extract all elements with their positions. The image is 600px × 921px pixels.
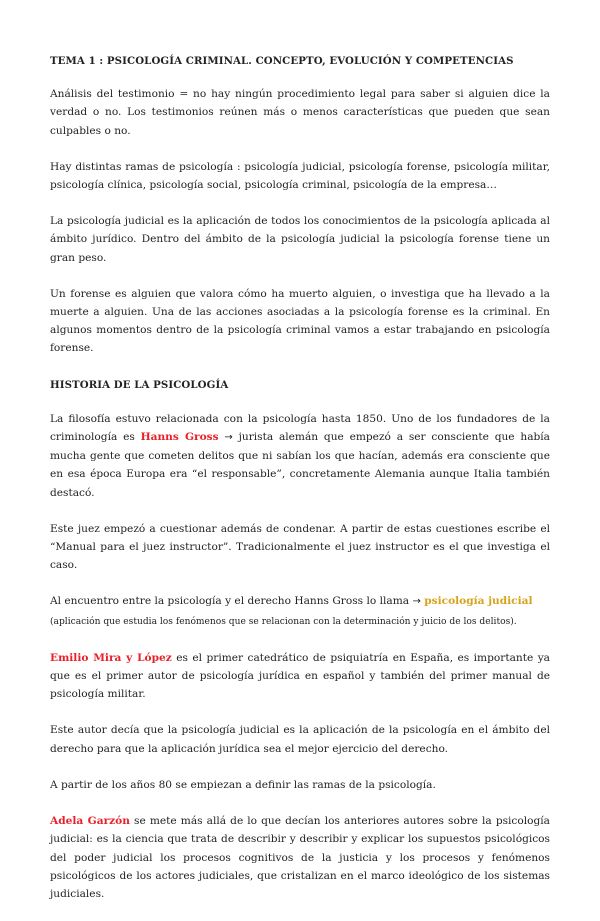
section-heading-history: HISTORIA DE LA PSICOLOGÍA: [50, 378, 229, 391]
paragraph-forensic: Un forense es alguien que valora cómo ha muerto alguien, o investiga que ha llevado a la muerte a alguien. Una de las acciones asociadas a la psicología forense es la criminal. En algunos momentos dentro de la psicología criminal vamos a estar trabajando en psicología forense.: [50, 287, 550, 355]
highlight-term-judicial: psicología judicial: [424, 595, 533, 608]
paragraph-testimony: Análisis del testimonio = no hay ningún procedimiento legal para saber si alguien dice la verdad o no. Los testimonios reúnen más o menos características que pueden que sean culpables o no.: [50, 88, 550, 137]
paragraph-judicial-term: [50, 592, 550, 630]
paragraph-eighties: A partir de los años 80 se empiezan a definir las ramas de la psicología.: [50, 778, 436, 791]
paragraph-hanns-gross: [50, 410, 550, 502]
highlight-name-mira-lopez: Emilio Mira y López: [50, 651, 172, 664]
highlight-name-adela-garzon: Adela Garzón: [50, 815, 130, 828]
paragraph-adela-garzon: [50, 812, 550, 903]
paragraph-judicial-psychology: La psicología judicial es la aplicación de todos los conocimientos de la psicología aplicada al ámbito jurídico. Dentro del ámbito de la psicología judicial la psicología forense tiene un gran peso.: [50, 215, 550, 264]
highlight-name-hanns-gross: Hanns Gross: [140, 431, 219, 444]
arrow-icon: →: [224, 432, 233, 444]
text-segment: jurista alemán que empezó a ser consciente que había mucha gente que cometen delitos que ni sabían los que hacían, además era consciente que en esa época Europa era “el responsable”, concretamente Alemania aunque Italia también destacó.: [50, 431, 551, 499]
arrow-icon: →: [412, 596, 421, 608]
document-page: [50, 52, 550, 921]
paragraph-judge-manual: Este juez empezó a cuestionar además de condenar. A partir de estas cuestiones escribe el “Manual para el juez instructor”. Tradicionalmente el juez instructor es el que investiga el caso.: [50, 522, 550, 572]
page-title: TEMA 1 : PSICOLOGÍA CRIMINAL. CONCEPTO, EVOLUCIÓN Y COMPETENCIAS: [50, 55, 514, 67]
text-segment: se mete más allá de lo que decían los anteriores autores sobre la psicología judicial: es la ciencia que trata de describir y describir y explicar los supuestos psicológicos del poder judicial los procesos cognitivos de la justicia y los procesos y fenómenos psicológicos de los actores judiciales, que cristalizan en el marco ideológico de los sistemas judiciales.: [50, 815, 550, 900]
paragraph-author-definition: Este autor decía que la psicología judicial es la aplicación de la psicología en el ámbito del derecho para que la aplicación jurídica sea el mejor ejercicio del derecho.: [50, 724, 550, 755]
text-segment: Al encuentro entre la psicología y el derecho Hanns Gross lo llama: [50, 595, 413, 608]
text-segment: es el primer catedrático de psiquiatría en España, es importante ya que es el primer autor de psicología jurídica en español y también del primer manual de psicología militar.: [50, 651, 550, 701]
paragraph-branches: Hay distintas ramas de psicología : psicología judicial, psicología forense, psicología militar, psicología clínica, psicología social, psicología criminal, psicología de la empresa…: [50, 160, 550, 192]
definition-note: (aplicación que estudia los fenómenos que se relacionan con la determinación y juicio de los delitos).: [50, 616, 517, 627]
paragraph-mira-lopez: [50, 649, 550, 704]
text-segment: La filosofía estuvo relacionada con la psicología hasta 1850. Uno de los fundadores de la criminología es: [50, 412, 550, 444]
